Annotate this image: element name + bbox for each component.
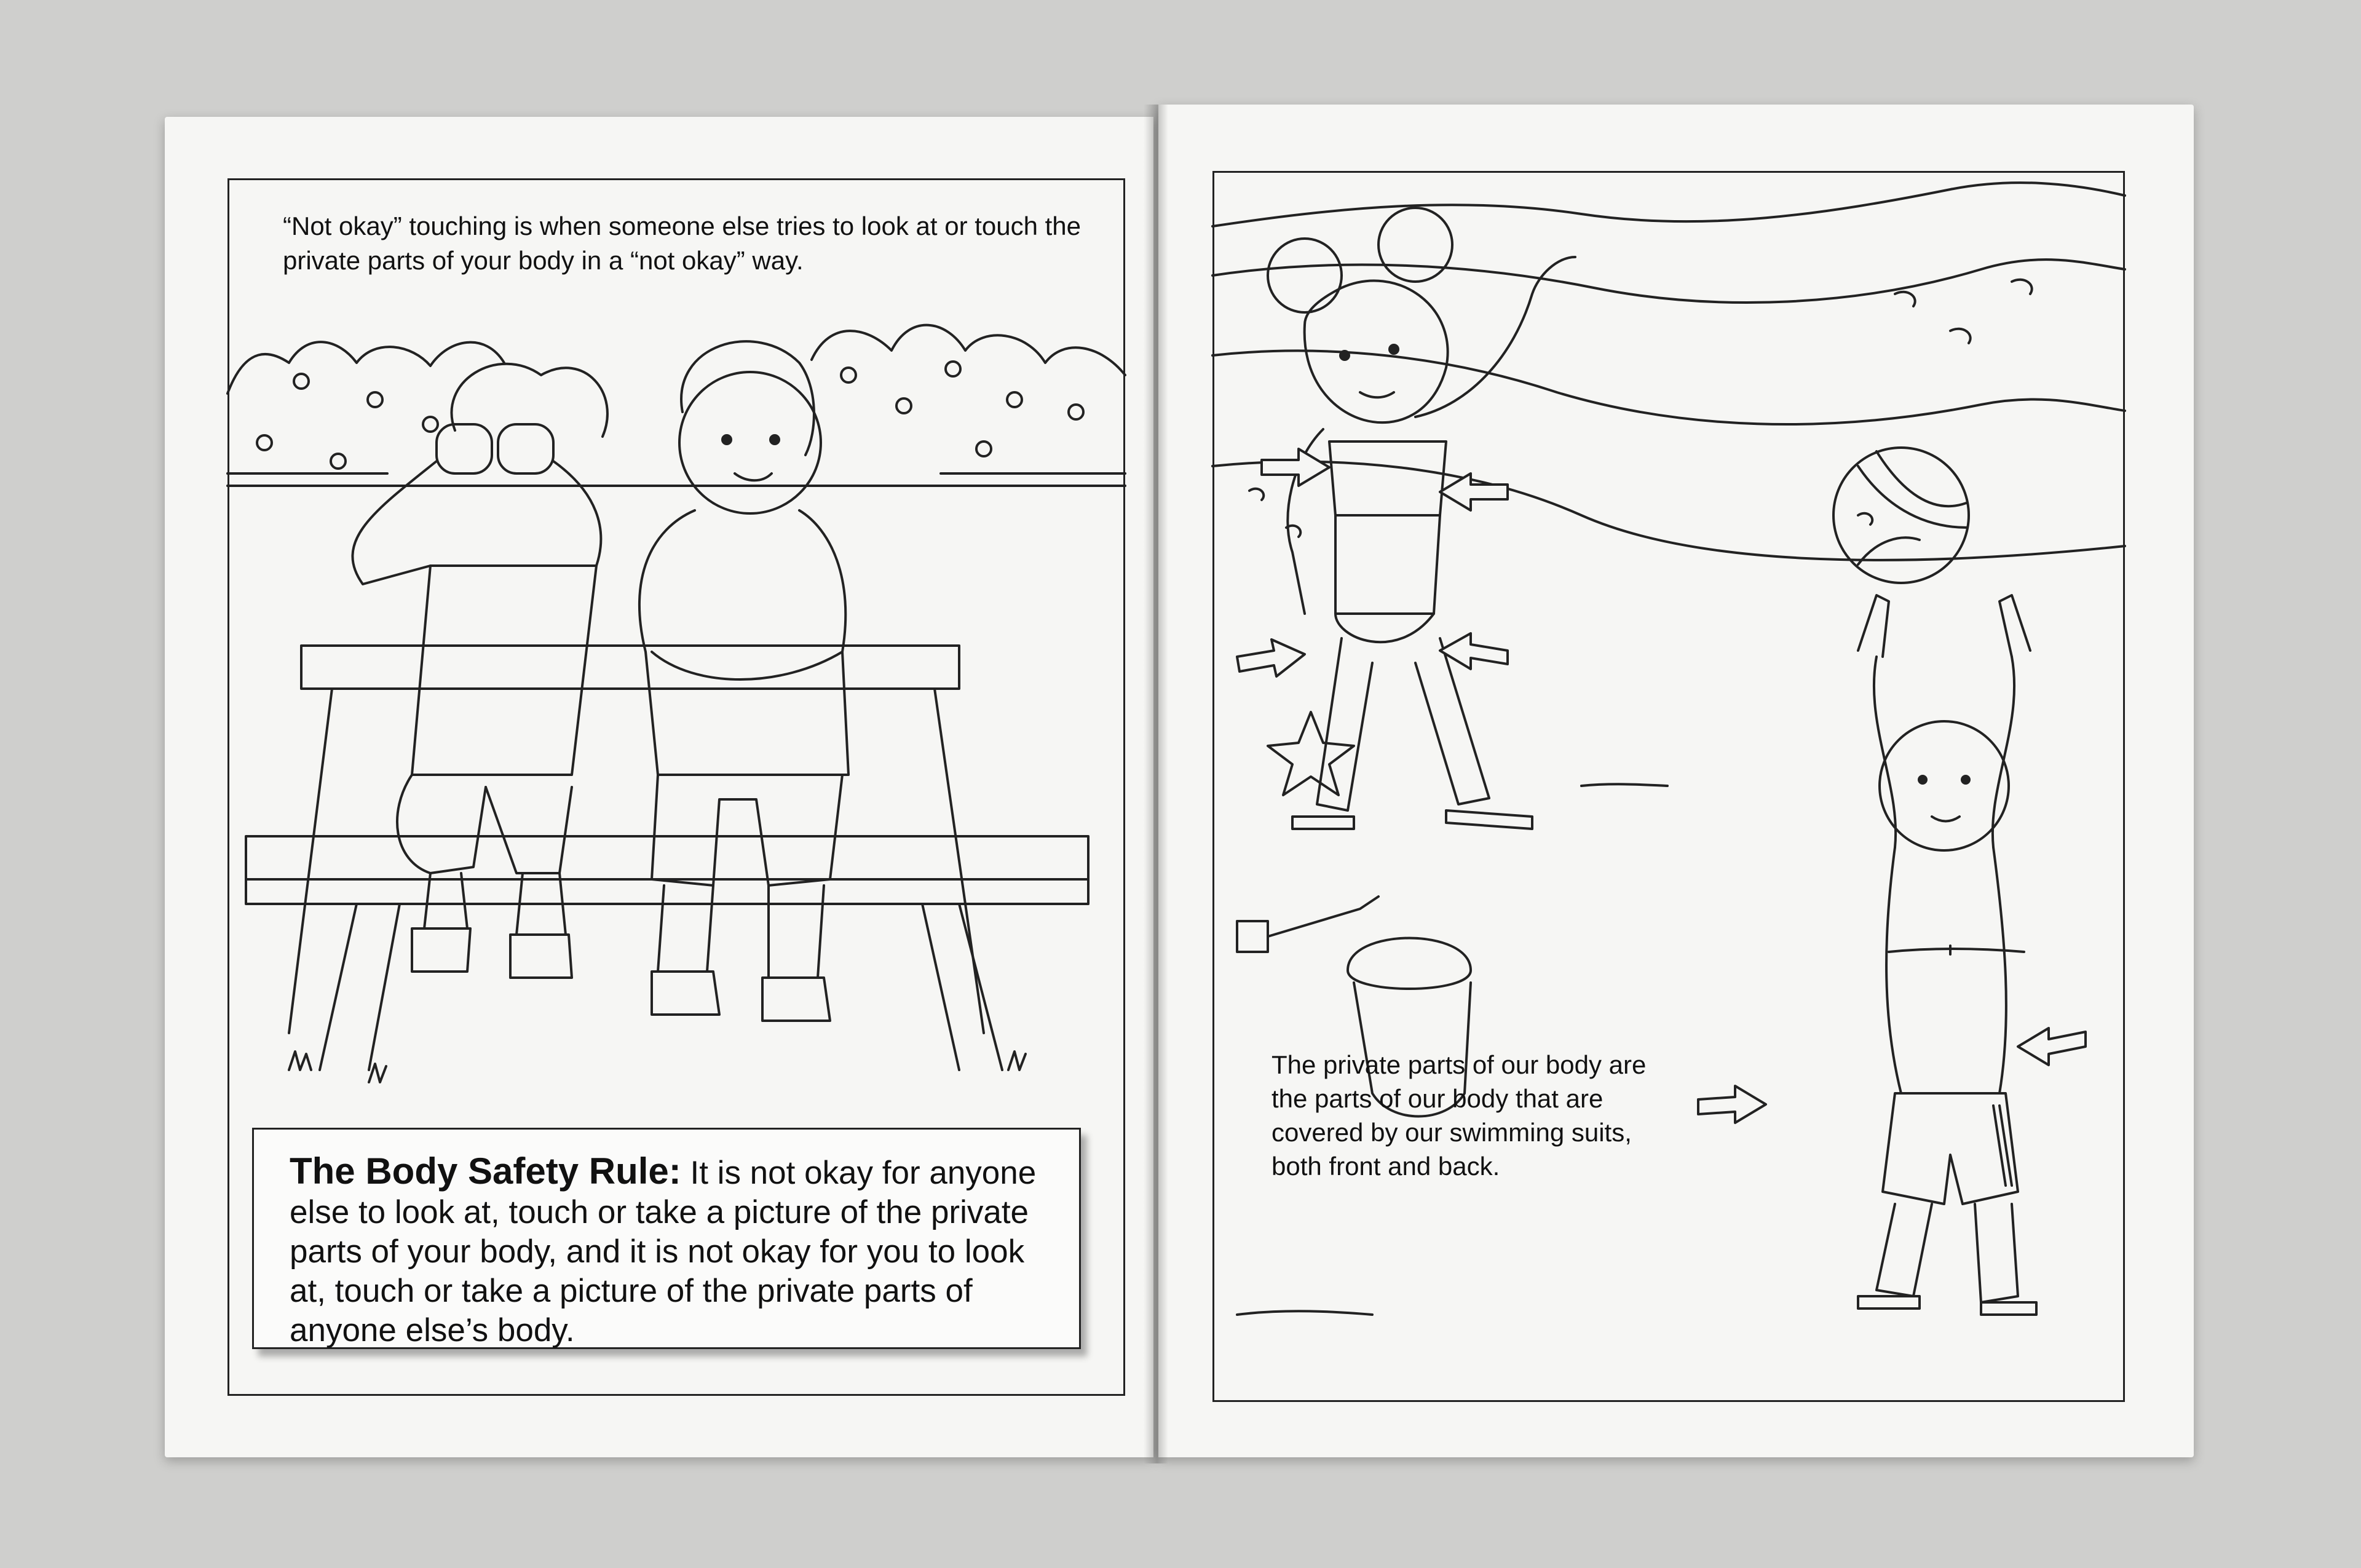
- book-gutter: [1144, 105, 1168, 1463]
- body-safety-rule-text: It is not okay for anyone else to look at, touch or take a picture of the private parts of your body, and it is not okay for you to look at, touch or take a picture of the private parts of anyone else’s body.: [290, 1155, 1037, 1348]
- private-parts-text: The private parts of our body are the parts of our body that are covered by our swimming suits, both front and back.: [1271, 1050, 1647, 1181]
- body-safety-rule-title: The Body Safety Rule:: [290, 1150, 681, 1192]
- beach-children-illustration: [1212, 171, 2125, 1402]
- body-safety-rule-box: [252, 1128, 1081, 1349]
- bench-children-illustration: [227, 307, 1125, 1119]
- not-okay-touching-text: “Not okay” touching is when someone else tries to look at or touch the private parts of your body in a “not okay” way.: [283, 212, 1082, 275]
